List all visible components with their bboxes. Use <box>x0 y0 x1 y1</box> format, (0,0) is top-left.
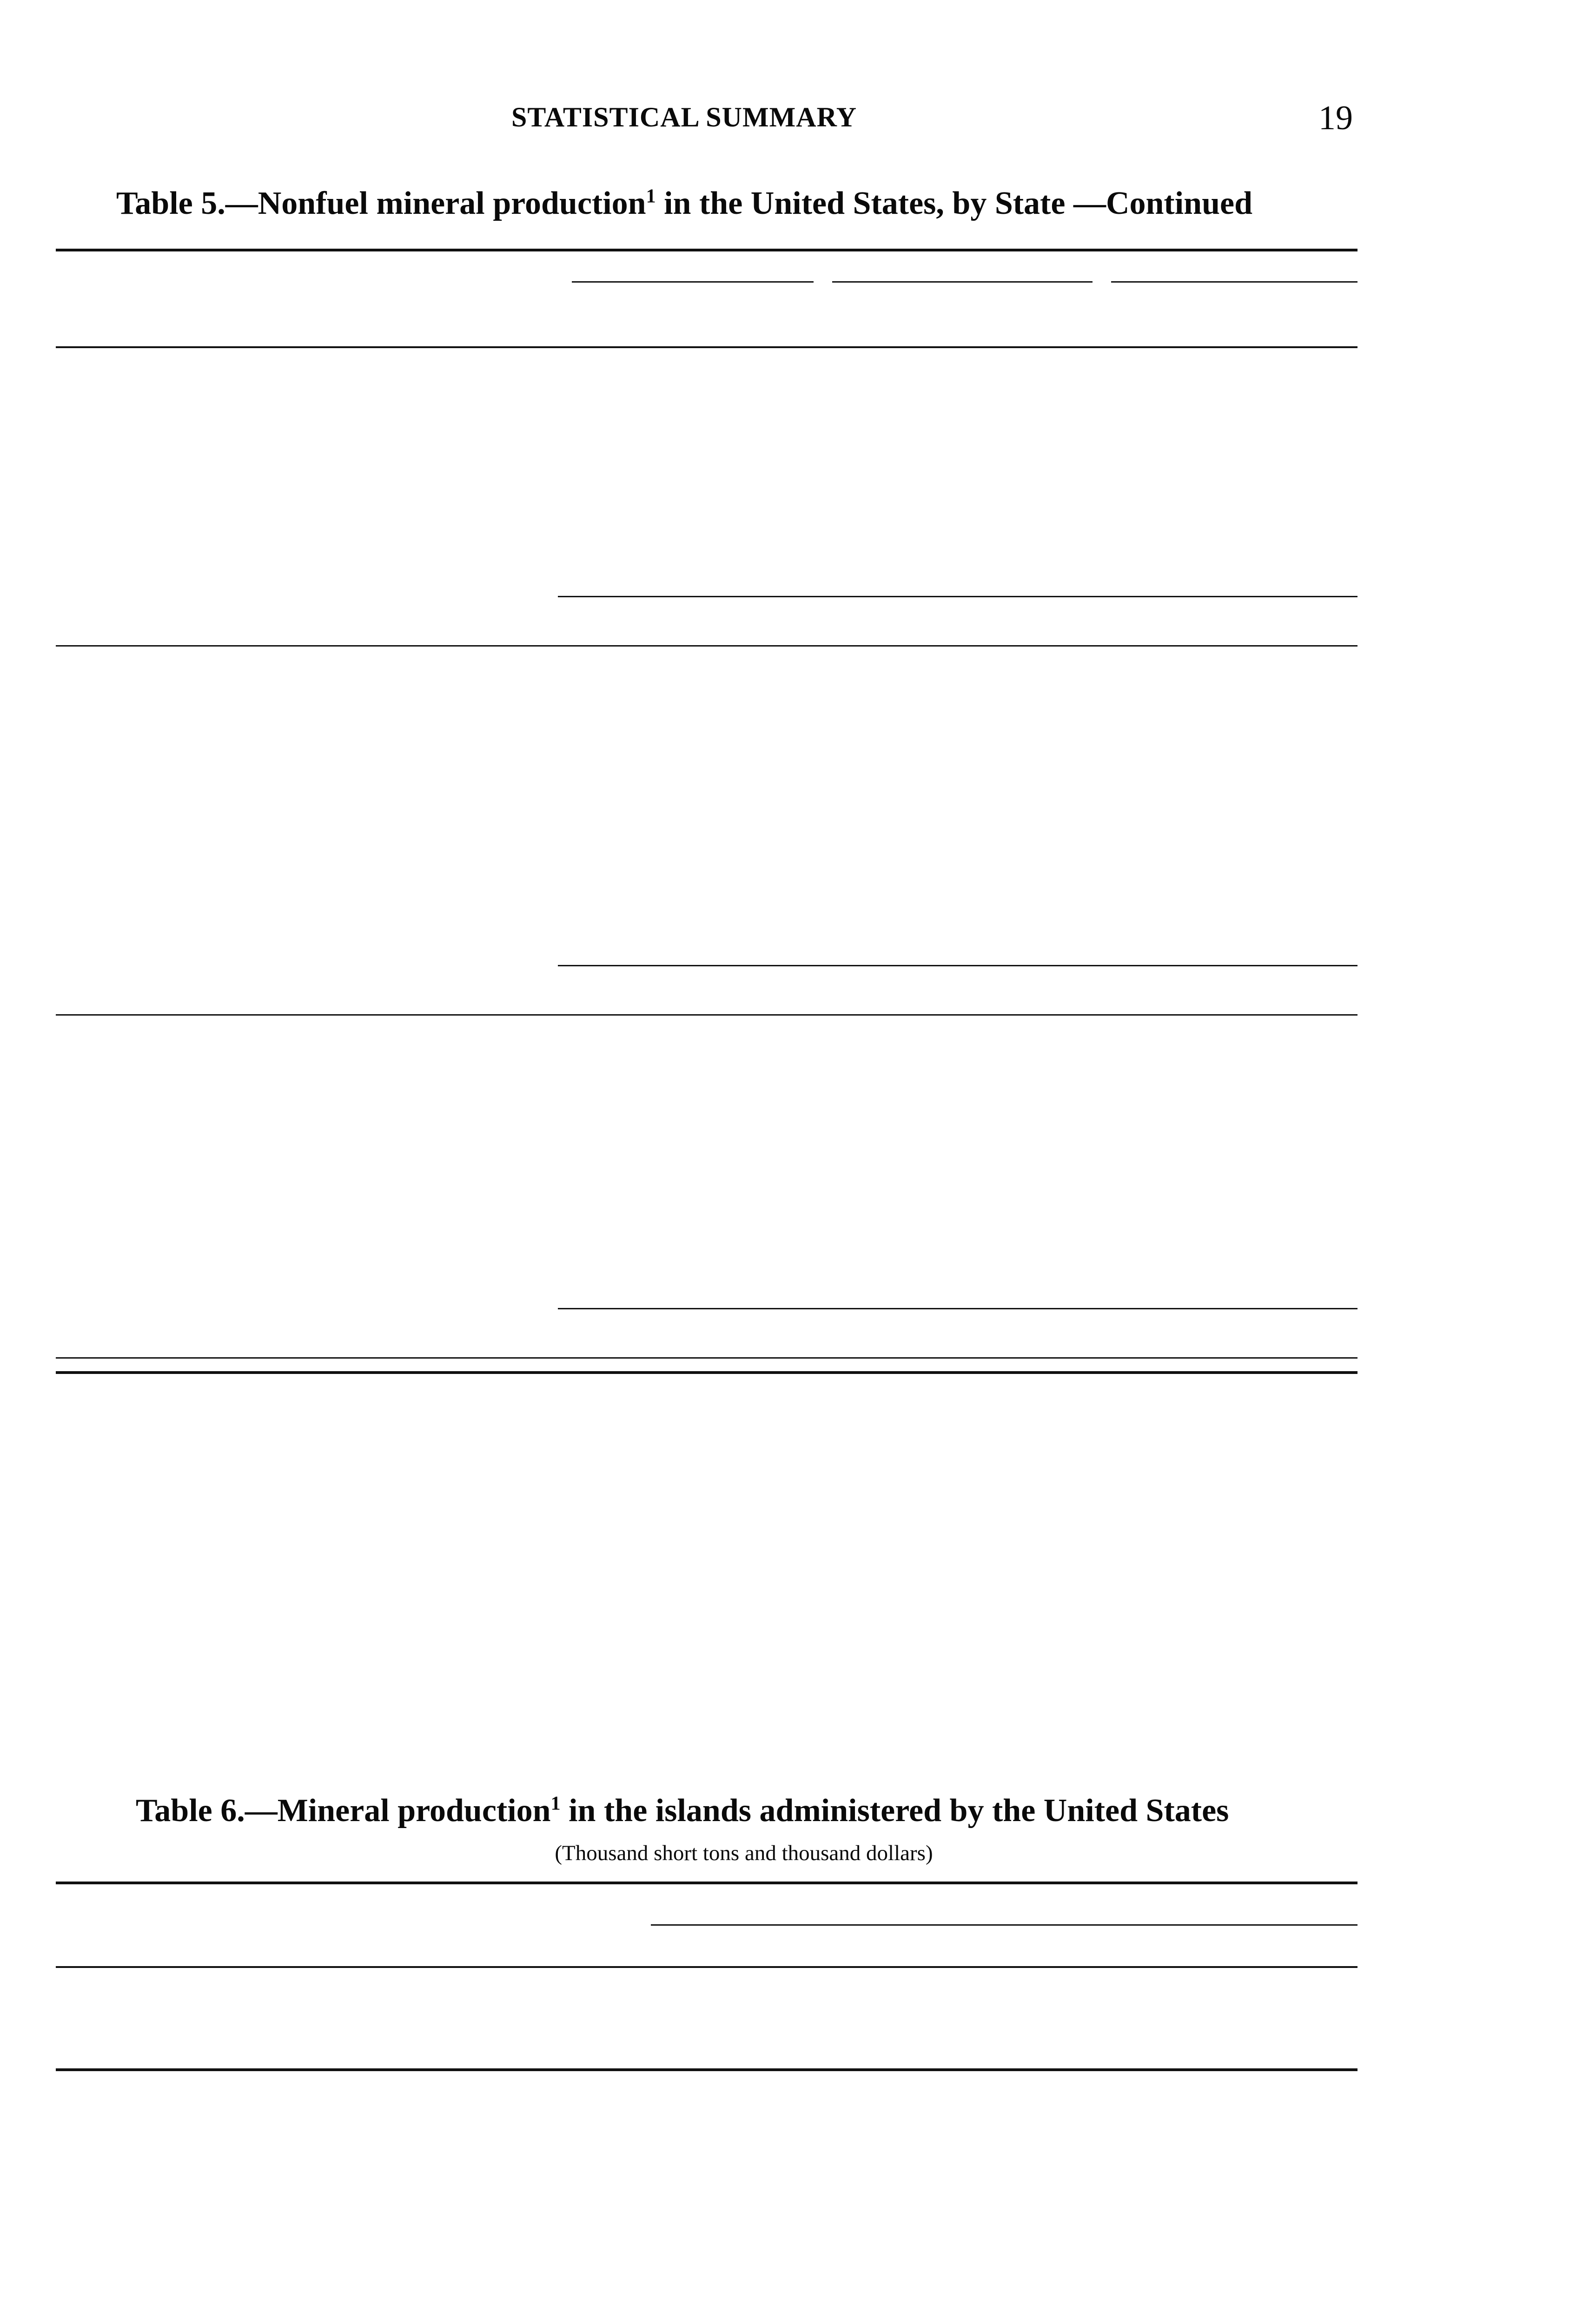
page-number: 19 <box>1318 99 1353 137</box>
table5-section-rule <box>56 1014 1357 1016</box>
table6-bottom-rule <box>56 2068 1357 2071</box>
table5-subtotal-rule <box>558 1308 1357 1309</box>
table5-subtotal-rule <box>558 596 1357 597</box>
table5-year-rule <box>1111 281 1357 283</box>
table5-top-rule <box>56 249 1357 251</box>
table5-title <box>116 185 1252 222</box>
table5-year-rule <box>832 281 1093 283</box>
table6-year-rule <box>651 1924 1357 1926</box>
table6-title-footnote: 1 <box>550 1793 561 1815</box>
table5-year-rule <box>572 281 814 283</box>
table6-title <box>136 1792 1229 1829</box>
table5-section-rule <box>56 1357 1357 1359</box>
table6-title-main: Table 6.—Mineral production <box>136 1793 551 1829</box>
table6-top-rule <box>56 1882 1357 1884</box>
table6-subtitle: (Thousand short tons and thousand dollars) <box>555 1841 933 1865</box>
table5-title-main: Table 5.—Nonfuel mineral production <box>116 185 646 221</box>
table5-title-footnote: 1 <box>646 185 656 207</box>
table5-header-rule <box>56 346 1357 348</box>
table6-title-rest: in the islands administered by the United States <box>560 1793 1229 1829</box>
table5-title-rest: in the United States, by State —Continued <box>656 185 1253 221</box>
running-title: STATISTICAL SUMMARY <box>511 102 857 132</box>
table5-bottom-rule <box>56 1371 1357 1374</box>
table5-section-rule <box>56 645 1357 647</box>
table6-header-rule <box>56 1966 1357 1968</box>
table5-subtotal-rule <box>558 965 1357 966</box>
